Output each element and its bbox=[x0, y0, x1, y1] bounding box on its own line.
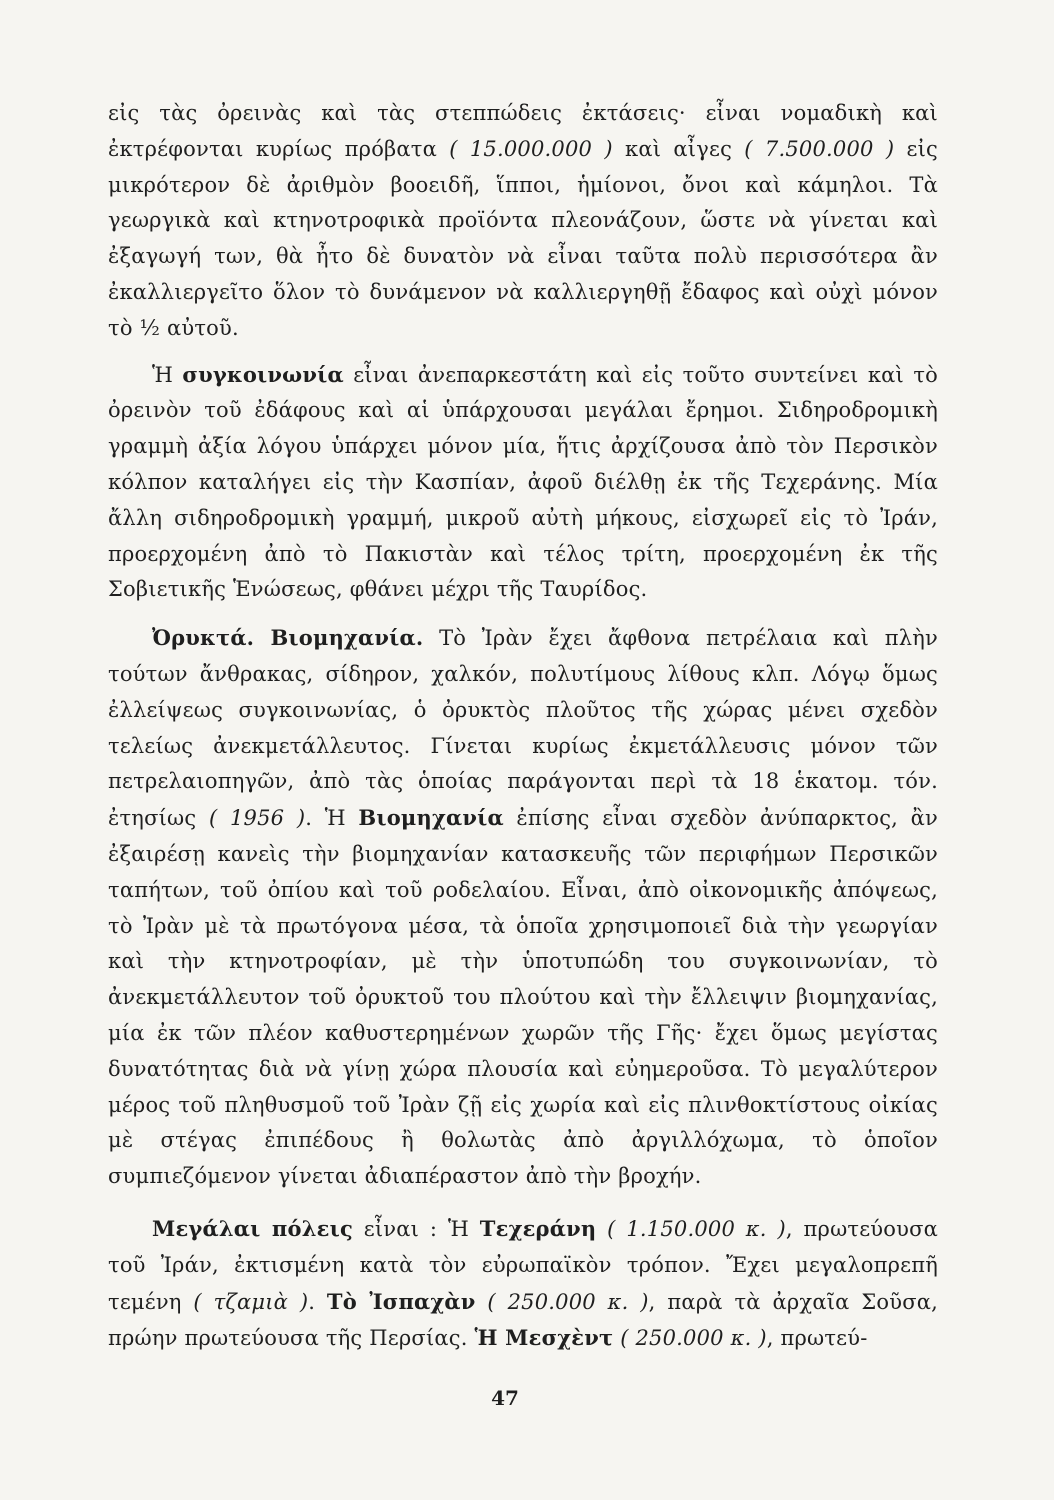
figure-sheep: ( 15.000.000 ) bbox=[449, 136, 613, 161]
heading-cities: Μεγάλαι πόλεις bbox=[152, 1215, 353, 1241]
heading-industry: Βιομηχανία bbox=[358, 805, 504, 831]
text-run: , παρὰ τὰ ἀρχαῖα Σοῦσα, πρώην πρωτεύουσα τῆς Περσίας. bbox=[108, 1289, 938, 1351]
mosques-note: ( τζαμιὰ ) bbox=[193, 1289, 309, 1314]
text-run: , πρωτεύουσα τοῦ Ἰράν, ἐκτισμένη κατὰ τὸν εὐρωπαϊκὸν τρόπον. Ἔχει μεγαλοπρεπῆ τεμένη bbox=[108, 1216, 938, 1314]
city-tehran: Τεχεράνη bbox=[479, 1215, 597, 1241]
year-1956: ( 1956 ) bbox=[208, 806, 306, 831]
text-run: . bbox=[308, 1289, 327, 1314]
paragraph-minerals-industry bbox=[108, 620, 938, 1195]
population-mashhad: ( 250.000 κ. ) bbox=[613, 1326, 767, 1351]
city-mashhad: Ἡ Μεσχὲντ bbox=[474, 1325, 614, 1351]
population-isfahan: ( 250.000 κ. ) bbox=[475, 1289, 649, 1314]
paragraph-communication bbox=[108, 357, 938, 609]
text-run: Ἡ bbox=[152, 362, 183, 387]
text-run: εἶναι ἀνεπαρκεστάτη καὶ εἰς τοῦτο συντείνει καὶ τὸ ὀρεινὸν τοῦ ἐδάφους καὶ αἱ ὑπάρχουσαι μεγάλαι ἔρημοι. Σιδηροδρομικὴ γραμμὴ ἀξία λόγου ὑπάρχει μόνον μία, ἥτις ἀρχίζουσα ἀπὸ τὸν Περσικὸν κόλπον καταλήγει εἰς τὴν Κασπίαν, ἀφοῦ διέλθῃ ἐκ τῆς Τεχεράνης. Μία ἄλλη σιδηροδρομικὴ γραμμή, μικροῦ αὐτὴ μήκους, εἰσχωρεῖ εἰς τὸ Ἰράν, προερχομένη ἀπὸ τὸ Πακιστὰν καὶ τέλος τρίτη, προερχομένη ἐκ τῆς Σοβιετικῆς Ἑνώσεως, φθάνει μέχρι τῆς Ταυρίδος. bbox=[108, 362, 938, 602]
text-run: εἰς τὰς ὀρεινὰς καὶ τὰς στεππώδεις ἐκτάσεις· εἶναι νομαδικὴ καὶ ἐκτρέφονται κυρίως πρόβατα bbox=[108, 101, 938, 161]
page-number: 47 bbox=[491, 1386, 519, 1410]
text-run: , πρωτεύ- bbox=[766, 1326, 868, 1351]
body-text bbox=[108, 96, 938, 1357]
text-run: Τὸ Ἰρὰν ἔχει ἄφθονα πετρέλαια καὶ πλὴν τούτων ἄνθρακας, σίδηρον, χαλκόν, πολυτίμους λίθους κλπ. Λόγῳ ὅμως ἐλλείψεως συγκοινωνίας, ὁ ὀρυκτὸς πλοῦτος τῆς χώρας μένει σχεδὸν τελείως ἀνεκμετάλλευτος. Γίνεται κυρίως ἐκμετάλλευσις μόνον τῶν πετρελαιοπηγῶν, ἀπὸ τὰς ὁποίας παράγονται περὶ τὰ 18 ἑκατομ. τόν. ἐτησίως bbox=[108, 626, 938, 831]
paragraph-livestock bbox=[108, 96, 938, 347]
text-run: εἶναι : Ἡ bbox=[352, 1216, 480, 1241]
text-run: καὶ αἶγες bbox=[612, 136, 745, 161]
heading-minerals-industry: Ὀρυκτά. Βιομηχανία. bbox=[152, 625, 424, 651]
text-run: εἰς μικρότερον δὲ ἀριθμὸν βοοειδῆ, ἵπποι, ἡμίονοι, ὄνοι καὶ κάμηλοι. Τὰ γεωργικὰ καὶ κτηνοτροφικὰ προϊόντα πλεονάζουν, ὥστε νὰ γίνεται καὶ ἐξαγωγή των, θὰ ἦτο δὲ δυνατὸν νὰ εἶναι ταῦτα πολὺ περισσότερα ἂν ἐκαλλιεργεῖτο ὅλον τὸ δυνάμενον νὰ καλλιεργηθῇ ἔδαφος καὶ οὐχὶ μόνον τὸ ½ αὐτοῦ. bbox=[108, 136, 938, 340]
heading-communication: συγκοινωνία bbox=[182, 361, 344, 387]
text-run: . Ἡ bbox=[305, 806, 359, 831]
paragraph-cities bbox=[108, 1211, 938, 1357]
city-isfahan: Τὸ Ἰσπαχὰν bbox=[326, 1288, 476, 1314]
population-tehran: ( 1.150.000 κ. ) bbox=[596, 1216, 786, 1241]
figure-goats: ( 7.500.000 ) bbox=[744, 136, 895, 161]
text-run: ἐπίσης εἶναι σχεδὸν ἀνύπαρκτος, ἂν ἐξαιρέσῃ κανεὶς τὴν βιομηχανίαν κατασκευῆς τῶν περιφήμων Περσικῶν ταπήτων, τοῦ ὀπίου καὶ τοῦ ροδελαίου. Εἶναι, ἀπὸ οἰκονομικῆς ἀπόψεως, τὸ Ἰρὰν μὲ τὰ πρωτόγονα μέσα, τὰ ὁποῖα χρησιμοποιεῖ διὰ τὴν γεωργίαν καὶ τὴν κτηνοτροφίαν, μὲ τὴν ὑποτυπώδη του συγκοινωνίαν, τὸ ἀνεκμετάλλευτον τοῦ ὀρυκτοῦ του πλούτου καὶ τὴν ἔλλειψιν βιομηχανίας, μία ἐκ τῶν πλέον καθυστερημένων χωρῶν τῆς Γῆς· ἔχει ὅμως μεγίστας δυνατότητας διὰ νὰ γίνῃ χώρα πλουσία καὶ εὐημεροῦσα. Τὸ μεγαλύτερον μέρος τοῦ πληθυσμοῦ τοῦ Ἰρὰν ζῇ εἰς χωρία καὶ εἰς πλινθοκτίστους οἰκίας μὲ στέγας ἐπιπέδους ἢ θολωτὰς ἀπὸ ἀργιλλόχωμα, τὸ ὁποῖον συμπιεζόμενον γίνεται ἀδιαπέραστον ἀπὸ τὴν βροχήν. bbox=[108, 806, 938, 1189]
